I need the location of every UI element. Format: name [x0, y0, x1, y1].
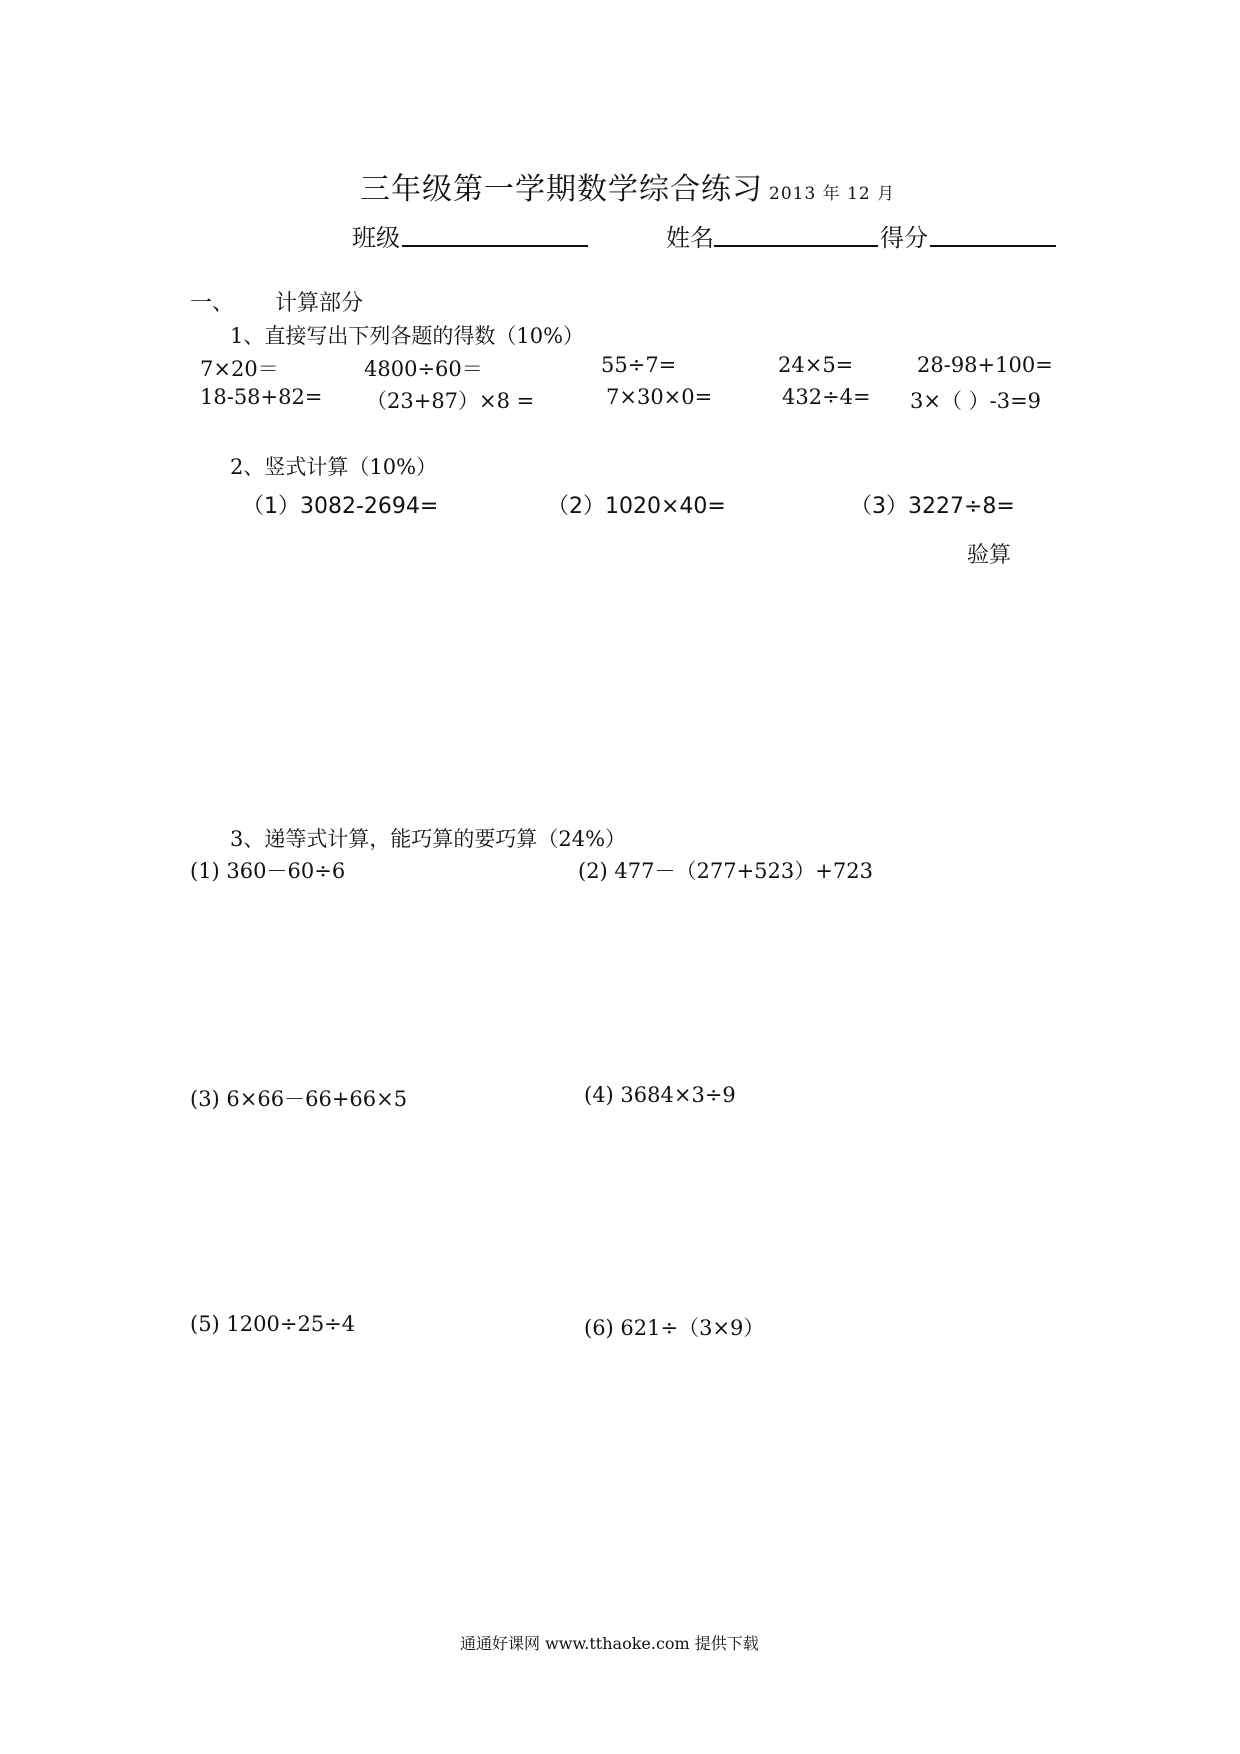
q3-title: 3、递等式计算，能巧算的要巧算（24%）: [230, 827, 627, 851]
q2-check-label: 验算: [967, 543, 1012, 568]
q1-item: 7×20＝: [200, 357, 279, 381]
title-date: 2013 年 12 月: [769, 184, 896, 204]
q2-title: 2、竖式计算（10%）: [230, 455, 438, 479]
section-number: 一、: [190, 291, 235, 316]
title-text: 三年级第一学期数学综合练习: [360, 172, 763, 207]
q1-item: 4800÷60＝: [364, 357, 483, 381]
q1-item: 432÷4=: [782, 385, 871, 409]
q1-item: 28-98+100=: [917, 353, 1053, 377]
q2-item: （1）3082-2694=: [242, 494, 439, 519]
q1-item: 24×5=: [778, 353, 854, 377]
q1-item: 7×30×0=: [606, 385, 713, 409]
q3-item: (3) 6×66－66+66×5: [190, 1087, 408, 1111]
class-label: 班级: [352, 224, 400, 252]
q3-item: (5) 1200÷25÷4: [190, 1312, 356, 1336]
q2-item: （2）1020×40=: [547, 494, 726, 519]
q1-item: 55÷7=: [601, 353, 677, 377]
q1-item: 18-58+82=: [200, 385, 323, 409]
q2-item: （3）3227÷8=: [850, 494, 1015, 519]
q1-item: （23+87）×8 =: [366, 389, 535, 413]
q3-item: (6) 621÷（3×9）: [584, 1316, 765, 1340]
score-field[interactable]: [930, 245, 1056, 247]
footer-text: 通通好课网 www.tthaoke.com 提供下载: [460, 1634, 759, 1653]
name-field[interactable]: [714, 245, 878, 247]
name-label: 姓名: [666, 224, 714, 252]
score-label: 得分: [880, 224, 928, 252]
q3-item: (1) 360－60÷6: [190, 859, 346, 883]
page-title: [360, 164, 895, 208]
q1-item: 3×（ ）-3=9: [910, 389, 1042, 413]
section-heading: 计算部分: [275, 291, 364, 316]
q3-item: (4) 3684×3÷9: [584, 1083, 736, 1107]
class-field[interactable]: [402, 245, 588, 247]
q1-title: 1、直接写出下列各题的得数（10%）: [230, 324, 585, 348]
q3-item: (2) 477－（277+523）+723: [578, 859, 873, 883]
